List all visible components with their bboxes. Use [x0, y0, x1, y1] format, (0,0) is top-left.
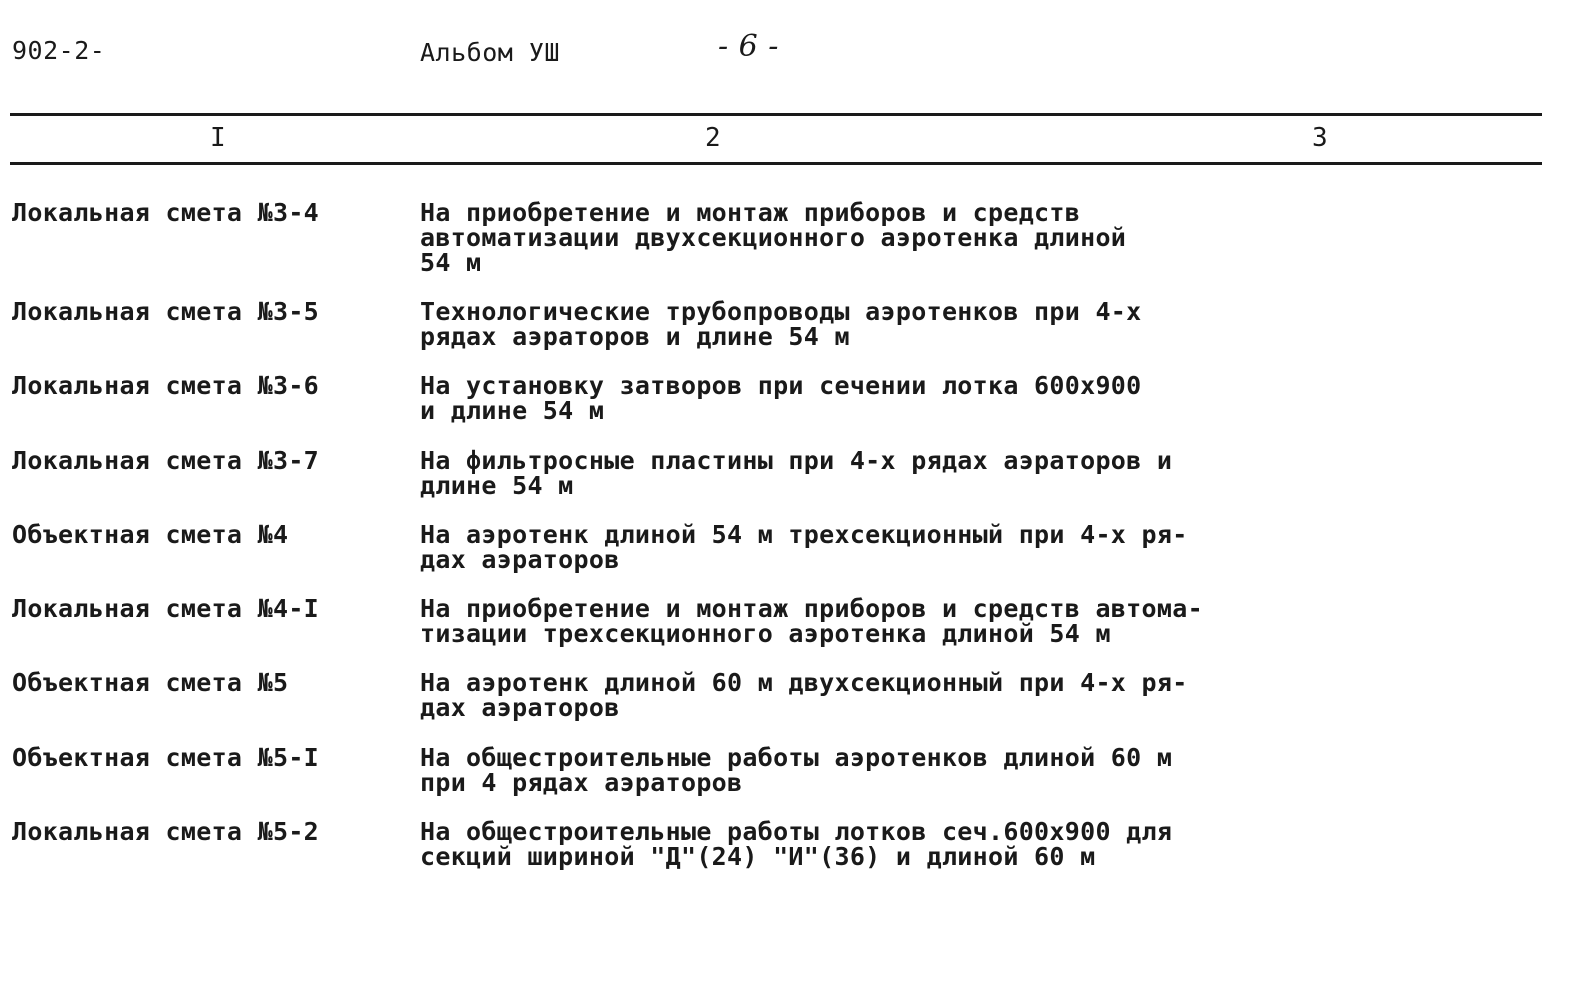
estimate-description — [420, 200, 1210, 275]
estimate-reference: Локальная смета №3-5 — [12, 297, 320, 326]
estimate-reference: Объектная смета №5-I — [12, 743, 320, 772]
description-line: На фильтросные пластины при 4-х рядах аэраторов и — [420, 446, 1173, 475]
description-line: На аэротенк длиной 60 м двухсекционный при 4-х ря- — [420, 668, 1188, 697]
description-line: длине 54 м — [420, 471, 574, 500]
description-line: автоматизации двухсекционного аэротенка длиной — [420, 223, 1127, 252]
description-line: На общестроительные работы аэротенков длиной 60 м — [420, 743, 1173, 772]
estimate-description — [420, 373, 1210, 423]
description-line: дах аэраторов — [420, 545, 620, 574]
estimate-description — [420, 670, 1210, 720]
estimate-description — [420, 448, 1210, 498]
description-line: На общестроительные работы лотков сеч.600х900 для — [420, 817, 1173, 846]
page-number: - 6 - — [718, 29, 779, 64]
estimate-reference: Локальная смета №3-4 — [12, 198, 320, 227]
estimate-description — [420, 596, 1210, 646]
estimate-description — [420, 522, 1210, 572]
description-line: На приобретение и монтаж приборов и средств автома- — [420, 594, 1203, 623]
description-line: 54 м — [420, 248, 482, 277]
estimate-description — [420, 745, 1210, 795]
album-title: Альбом УШ — [420, 38, 560, 67]
estimate-reference: Объектная смета №5 — [12, 668, 289, 697]
description-line: На приобретение и монтаж приборов и средств — [420, 198, 1081, 227]
estimate-reference: Локальная смета №3-7 — [12, 446, 320, 475]
estimate-reference: Локальная смета №3-6 — [12, 371, 320, 400]
description-line: На установку затворов при сечении лотка 600х900 — [420, 371, 1142, 400]
description-line: и длине 54 м — [420, 396, 605, 425]
description-line: Технологические трубопроводы аэротенков при 4-х — [420, 297, 1142, 326]
estimate-reference: Объектная смета №4 — [12, 520, 289, 549]
document-code: 902-2- — [12, 36, 106, 65]
estimate-description — [420, 299, 1210, 349]
estimate-reference: Локальная смета №5-2 — [12, 817, 320, 846]
estimate-reference: Локальная смета №4-I — [12, 594, 320, 623]
table-header-rule — [10, 162, 1542, 165]
description-line: дах аэраторов — [420, 693, 620, 722]
description-line: На аэротенк длиной 54 м трехсекционный при 4-х ря- — [420, 520, 1188, 549]
description-line: рядах аэраторов и длине 54 м — [420, 322, 850, 351]
description-line: тизации трехсекционного аэротенка длиной 54 м — [420, 619, 1111, 648]
description-line: секций шириной "Д"(24) "И"(36) и длиной 60 м — [420, 842, 1096, 871]
estimate-description — [420, 819, 1210, 869]
description-line: при 4 рядах аэраторов — [420, 768, 743, 797]
table-top-rule — [10, 113, 1542, 116]
column-number-2: 2 — [705, 123, 721, 153]
column-number-3: 3 — [1312, 123, 1328, 153]
column-number-1: I — [210, 123, 226, 153]
